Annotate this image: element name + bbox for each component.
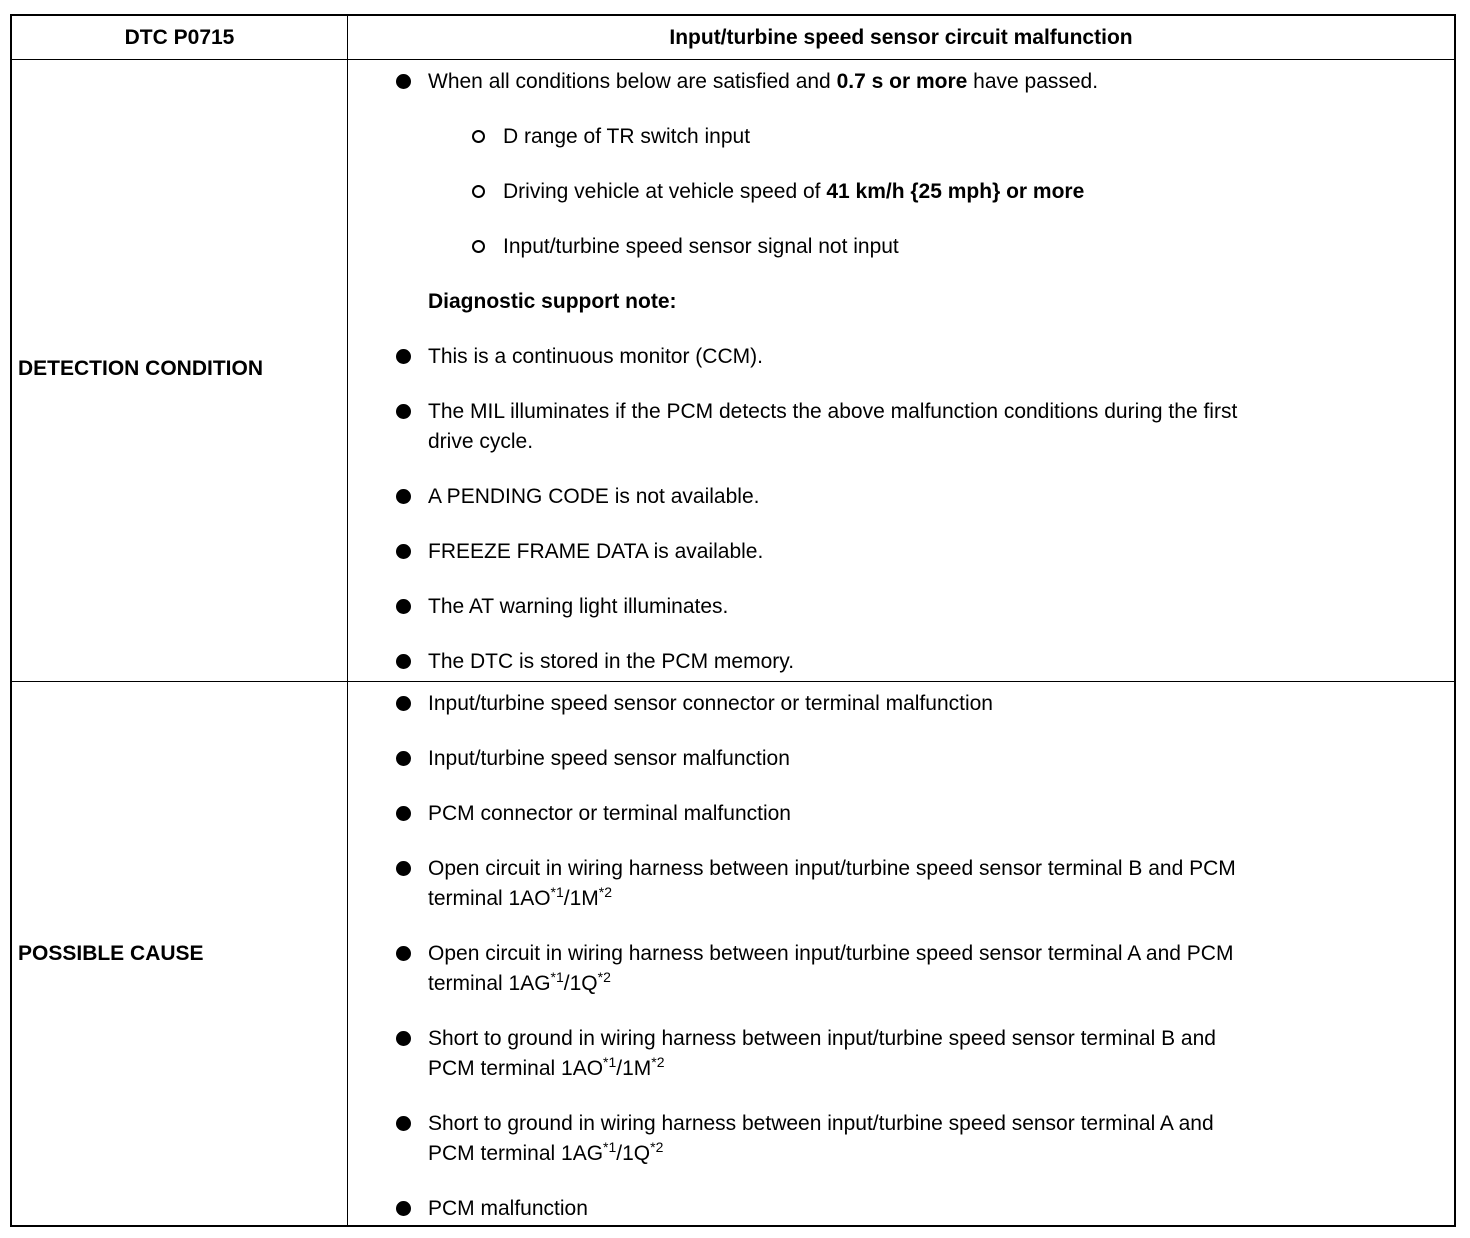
note-item: The MIL illuminates if the PCM detects the above malfunction conditions during the first (428, 400, 1238, 423)
cause-item: Open circuit in wiring harness between input/turbine speed sensor terminal A and PCM (428, 942, 1234, 965)
detection-condition-label: DETECTION CONDITION (18, 357, 263, 380)
bullet-icon (396, 599, 411, 614)
cause-item-continuation: terminal $1AG^{*1}/1Q^{*2}$ (428, 969, 611, 995)
detection-intro: When all conditions below are satisfied and 0.7 s or more have passed. (428, 70, 1099, 93)
note-item: The DTC is stored in the PCM memory. (428, 650, 795, 673)
bullet-icon (396, 74, 411, 89)
diagnostic-note-heading: Diagnostic support note: (428, 290, 677, 313)
row-divider (12, 681, 1454, 682)
bullet-icon (396, 696, 411, 711)
condition-item: Input/turbine speed sensor signal not input (503, 235, 899, 258)
bullet-icon (396, 806, 411, 821)
condition-item: Driving vehicle at vehicle speed of 41 km/h {25 mph} or more (503, 180, 1085, 203)
cause-item: PCM connector or terminal malfunction (428, 802, 791, 825)
bullet-icon (396, 404, 411, 419)
bullet-icon (396, 544, 411, 559)
cause-item-continuation: PCM terminal $1AO^{*1}/1M^{*2}$ (428, 1054, 665, 1080)
circle-bullet-icon (472, 240, 485, 253)
cause-item-continuation: PCM terminal $1AG^{*1}/1Q^{*2}$ (428, 1139, 664, 1165)
note-item: This is a continuous monitor (CCM). (428, 345, 763, 368)
cause-item: Input/turbine speed sensor malfunction (428, 747, 790, 770)
condition-item: D range of TR switch input (503, 125, 751, 148)
note-item: FREEZE FRAME DATA is available. (428, 540, 764, 563)
circle-bullet-icon (472, 130, 485, 143)
note-item: The AT warning light illuminates. (428, 595, 729, 618)
cause-item: PCM malfunction (428, 1197, 588, 1220)
bullet-icon (396, 1116, 411, 1131)
dtc-table (10, 14, 1456, 1227)
bullet-icon (396, 946, 411, 961)
bullet-icon (396, 654, 411, 669)
bullet-icon (396, 751, 411, 766)
header-divider (12, 59, 1454, 60)
column-divider (347, 16, 348, 1225)
bullet-icon (396, 1201, 411, 1216)
circle-bullet-icon (472, 185, 485, 198)
dtc-title: Input/turbine speed sensor circuit malfunction (669, 26, 1133, 49)
cause-item-continuation: terminal $1AO^{*1}/1M^{*2}$ (428, 884, 613, 910)
bullet-icon (396, 1031, 411, 1046)
bullet-icon (396, 349, 411, 364)
cause-item: Input/turbine speed sensor connector or terminal malfunction (428, 692, 993, 715)
cause-item: Open circuit in wiring harness between input/turbine speed sensor terminal B and PCM (428, 857, 1236, 880)
note-item-continuation: drive cycle. (428, 430, 534, 453)
possible-cause-label: POSSIBLE CAUSE (18, 942, 204, 965)
note-item: A PENDING CODE is not available. (428, 485, 760, 508)
cause-item: Short to ground in wiring harness between input/turbine speed sensor terminal A and (428, 1112, 1214, 1135)
bullet-icon (396, 489, 411, 504)
bullet-icon (396, 861, 411, 876)
cause-item: Short to ground in wiring harness between input/turbine speed sensor terminal B and (428, 1027, 1216, 1050)
dtc-code: DTC P0715 (124, 26, 235, 49)
